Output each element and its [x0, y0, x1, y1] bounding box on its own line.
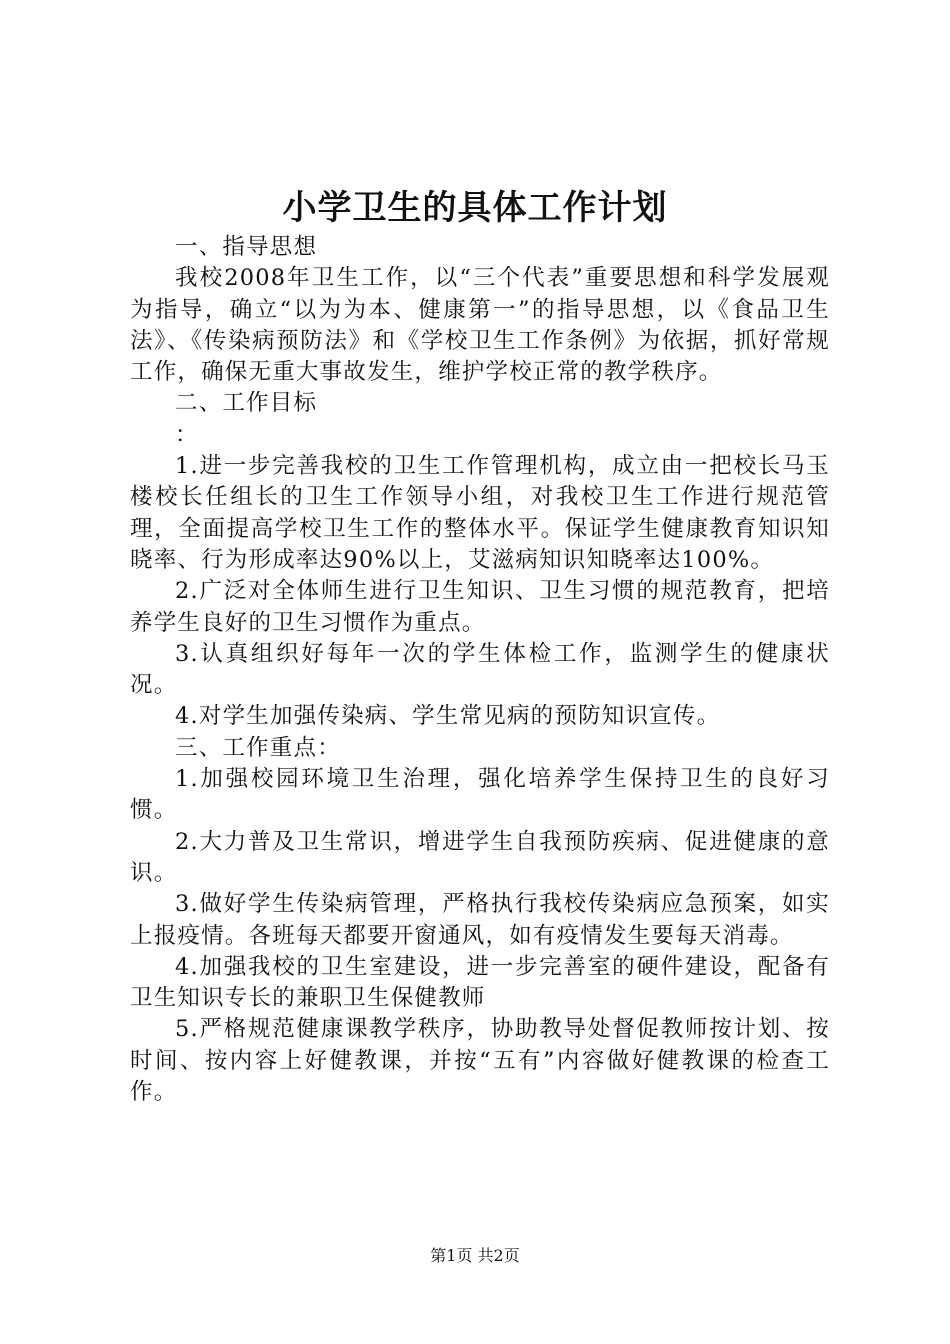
focus-item-4: 4.加强我校的卫生室建设，进一步完善室的硬件建设，配备有卫生知识专长的兼职卫生保健教师	[130, 953, 830, 1012]
focus-item-3: 3.做好学生传染病管理，严格执行我校传染病应急预案，如实上报疫情。各班每天都要开窗通风，如有疫情发生要每天消毒。	[130, 891, 830, 949]
goal-item-1: 1.进一步完善我校的卫生工作管理机构，成立由一把校长马玉楼校长任组长的卫生工作领导小组，对我校卫生工作进行规范管理，全面提高学校卫生工作的整体水平。保证学生健康教育知识知晓率、行为形成率达90%以上，艾滋病知识知晓率达100%。	[130, 453, 830, 573]
page-number-footer: 第1页 共2页	[430, 1246, 520, 1265]
section-heading-guiding-thought: 一、指导思想	[175, 234, 318, 260]
focus-item-2: 2.大力普及卫生常识，增进学生自我预防疾病、促进健康的意识。	[130, 828, 830, 886]
goal-item-2: 2.广泛对全体师生进行卫生知识、卫生习惯的规范教育，把培养学生良好的卫生习惯作为重点。	[130, 578, 830, 636]
focus-item-1: 1.加强校园环境卫生治理，强化培养学生保持卫生的良好习惯。	[130, 766, 830, 824]
goal-item-3: 3.认真组织好每年一次的学生体检工作，监测学生的健康状况。	[130, 640, 830, 699]
goal-item-4: 4.对学生加强传染病、学生常见病的预防知识宣传。	[175, 703, 721, 730]
colon-line: ：	[175, 421, 199, 448]
paragraph-guiding-thought: 我校2008年卫生工作，以“三个代表”重要思想和科学发展观为指导，确立“以为为本、健康第一”的指导思想，以《食品卫生法》、《传染病预防法》和《学校卫生工作条例》为依据，抓好常规工作，确保无重大事故发生，维护学校正常的教学秩序。	[130, 265, 830, 386]
section-heading-work-focus: 三、工作重点：	[175, 734, 341, 761]
document-body	[130, 232, 830, 1108]
focus-item-5: 5.严格规范健康课教学秩序，协助教导处督促教师按计划、按时间、按内容上好健教课，并按“五有”内容做好健教课的检查工作。	[130, 1016, 830, 1106]
section-heading-work-goals: 二、工作目标	[175, 390, 318, 417]
document-title: 小学卫生的具体工作计划	[282, 188, 668, 228]
